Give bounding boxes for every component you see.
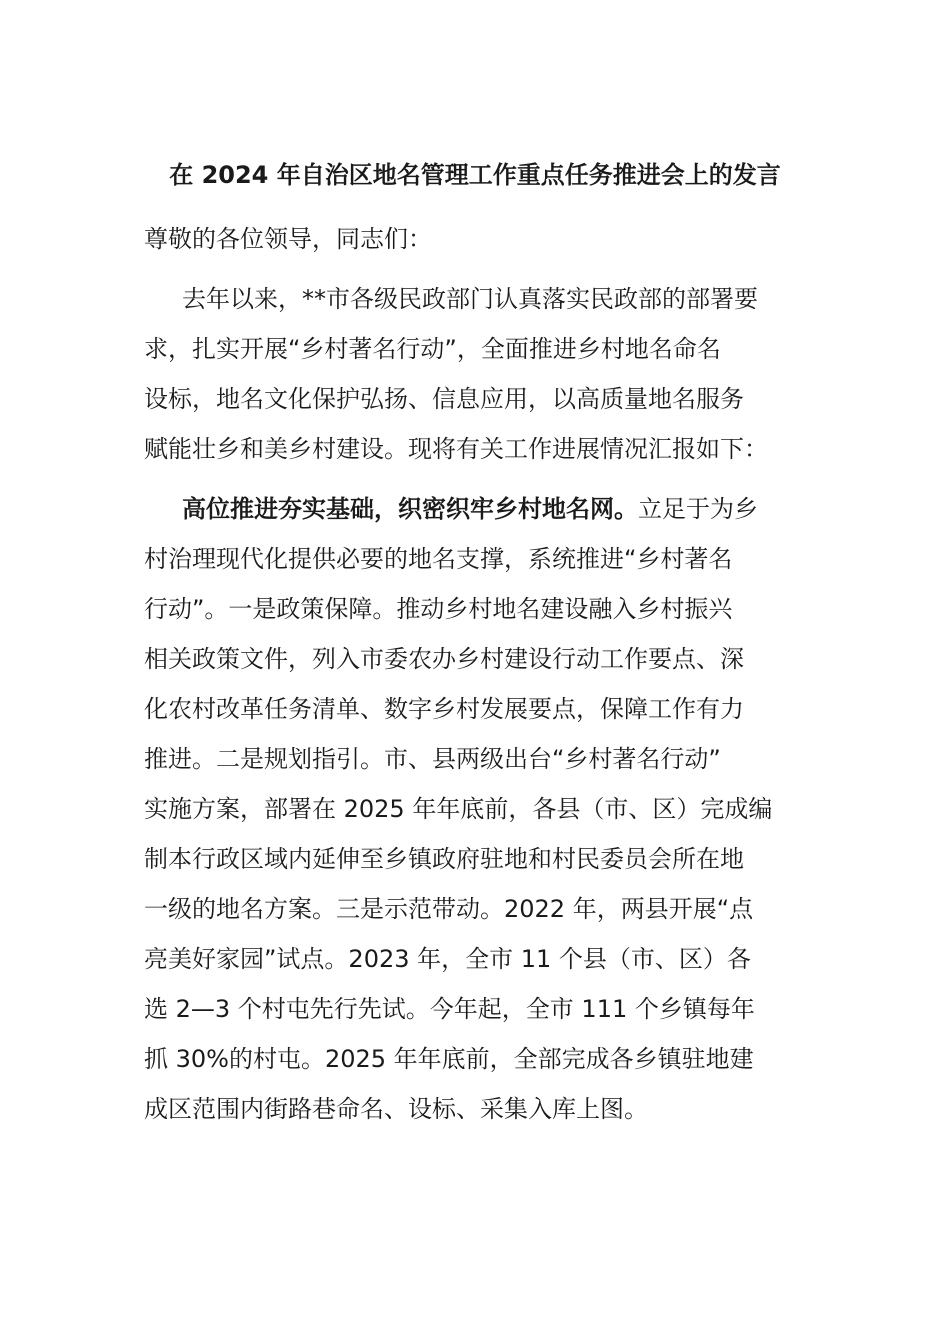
paragraph-line: 成区范围内街路巷命名、设标、采集入库上图。 [144,1095,648,1123]
salutation: 尊敬的各位领导，同志们： [144,225,432,253]
paragraph-line: 求，扎实开展“乡村著名行动”，全面推进乡村地名命名 [144,335,721,363]
paragraph-line: 抓 30%的村屯。2025 年年底前，全部完成各乡镇驻地建 [144,1045,754,1073]
paragraph-line: 推进。二是规划指引。市、县两级出台“乡村著名行动” [144,745,721,773]
paragraph-line: 去年以来，**市各级民政部门认真落实民政部的部署要 [182,285,758,313]
paragraph-section-1 [144,484,814,1134]
section-heading-rest: 立足于为乡 [638,495,758,523]
document-title: 在 2024 年自治区地名管理工作重点任务推进会上的发言 [169,161,781,189]
paragraph-line: 行动”。一是政策保障。推动乡村地名建设融入乡村振兴 [144,595,733,623]
paragraph-line: 设标，地名文化保护弘扬、信息应用，以高质量地名服务 [144,385,744,413]
paragraph-line: 选 2—3 个村屯先行先试。今年起，全市 111 个乡镇每年 [144,995,755,1023]
paragraph-line: 相关政策文件，列入市委农办乡村建设行动工作要点、深 [144,645,744,673]
paragraph-line: 化农村改革任务清单、数字乡村发展要点，保障工作有力 [144,695,744,723]
paragraph-line: 亮美好家园”试点。2023 年，全市 11 个县（市、区）各 [144,945,751,973]
paragraph-intro [144,274,814,474]
paragraph-line: 制本行政区域内延伸至乡镇政府驻地和村民委员会所在地 [144,845,744,873]
paragraph-line [144,484,814,534]
paragraph-line: 一级的地名方案。三是示范带动。2022 年，两县开展“点 [144,895,754,923]
paragraph-line: 实施方案，部署在 2025 年年底前，各县（市、区）完成编 [144,795,773,823]
paragraph-line: 赋能壮乡和美乡村建设。现将有关工作进展情况汇报如下： [144,435,768,463]
section-heading: 高位推进夯实基础，织密织牢乡村地名网。 [182,495,638,523]
paragraph-line: 村治理现代化提供必要的地名支撑，系统推进“乡村著名 [144,545,733,573]
